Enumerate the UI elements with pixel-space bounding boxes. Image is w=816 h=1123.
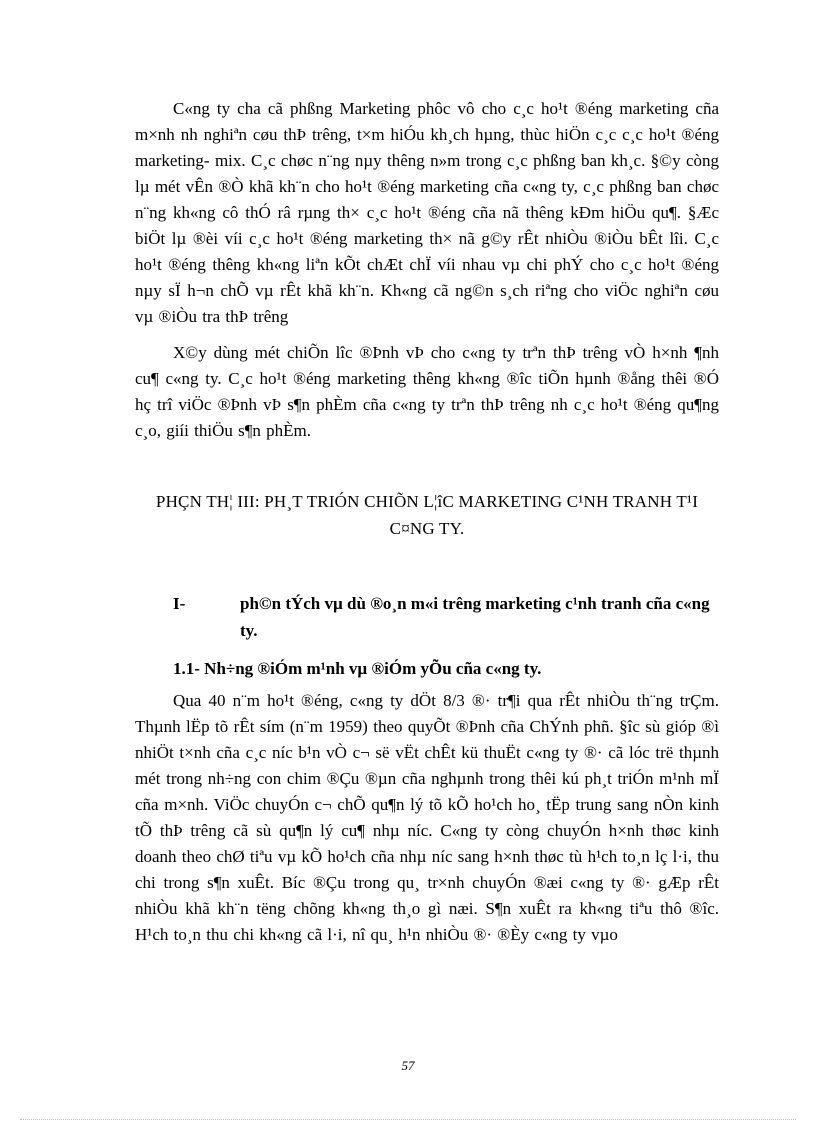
page-content (135, 96, 719, 958)
paragraph-marketing-department: C«ng ty cha cã phßng Marketing phôc vô cho c¸c ho¹t ®éng marketing cña m×nh nh nghiªn cøu thÞ trêng, t×m hiÓu kh¸ch hµng, thùc hiÖn c¸c c¸c ho¹t ®éng marketing- mix. C¸c chøc n¨ng nµy thêng n»m trong c¸c phßng ban kh¸c. §©y còng lµ mét vÊn ®Ò khã kh¨n cho ho¹t ®éng marketing cña c«ng ty, c¸c phßng ban chøc n¨ng kh«ng cô thÓ râ rµng th× c¸c ho¹t ®éng cña nã thêng kÐm hiÖu qu¶. §Æc biÖt lµ ®èi víi c¸c ho¹t ®éng marketing th× nã g©y rÊt nhiÒu ®iÒu bÊt lîi. C¸c ho¹t ®éng thêng kh«ng liªn kÕt chÆt chÏ víi nhau vµ chi phÝ cho c¸c ho¹t ®éng nµy sÏ h¬n chÕ vµ rÊt khã kh¨n. Kh«ng cã ng©n s¸ch riªng cho viÖc nghiªn cøu vµ ®iÒu tra thÞ trêng (135, 99, 719, 326)
paragraph-positioning-strategy: X©y dùng mét chiÕn lîc ®Þnh vÞ cho c«ng ty trªn thÞ trêng vÒ h×nh ¶nh cu¶ c«ng ty. C¸c ho¹t ®éng marketing thêng kh«ng ®îc tiÕn hµnh ®ång thêi ®Ó hç trî viÖc ®Þnh vÞ s¶n phÈm cña c«ng ty trªn thÞ trêng nh c¸c ho¹t ®éng qu¶ng c¸o, giíi thiÖu s¶n phÈm. (135, 343, 719, 440)
section-heading (135, 590, 719, 644)
subsection-title: 1.1- Nh÷ng ®iÓm m¹nh vµ ®iÓm yÕu cña c«ng ty. (173, 659, 542, 678)
section-number: I- (173, 594, 186, 613)
part-title: PHÇN TH¦ III: PH¸T TRIÓN CHIÕN L¦îC MARKETING C¹NH TRANH T¹I C¤NG TY. (155, 492, 699, 538)
section-title: ph©n tÝch vµ dù ®o¸n m«i trêng marketing c¹nh tranh cña c«ng ty. (240, 594, 710, 640)
paragraph-company-history: Qua 40 n¨m ho¹t ®éng, c«ng ty dÖt 8/3 ®· tr¶i qua rÊt nhiÒu th¨ng trÇm. Thµnh lËp tõ rÊt sím (n¨m 1959) theo quyÕt ®Þnh cña ChÝnh phñ. §îc sù gióp ®ì nhiÖt t×nh cña c¸c níc b¹n vÒ c¬ së vËt chÊt kü thuËt c«ng ty ®· cã lóc trë thµnh mét trong nh÷ng con chim ®Çu ®µn cña nghµnh trong thêi kú ph¸t triÓn m¹nh mÏ cña m×nh. ViÖc chuyÓn c¬ chÕ qu¶n lý tõ kÕ ho¹ch ho¸ tËp trung sang nÒn kinh tÕ thÞ trêng cã sù qu¶n lý cu¶ nhµ níc. C«ng ty còng chuyÓn h×nh thøc kinh doanh theo chØ tiªu vµ kÕ ho¹ch cña nhµ níc sang h×nh thøc tù h¹ch to¸n lç l·i, thu chi trong s¶n xuÊt. Bíc ®Çu trong qu¸ tr×nh chuyÓn ®æi c«ng ty ®· gÆp rÊt nhiÒu khã kh¨n tëng chõng kh«ng th¸o gì næi. S¶n xuÊt ra kh«ng tiªu thô ®îc. H¹ch to¸n thu chi kh«ng cã l·i, nî qu¸ h¹n nhiÒu ®· ®Èy c«ng ty vµo (135, 691, 719, 944)
page-bottom-divider (20, 1119, 796, 1120)
page-number: 57 (401, 1058, 415, 1073)
